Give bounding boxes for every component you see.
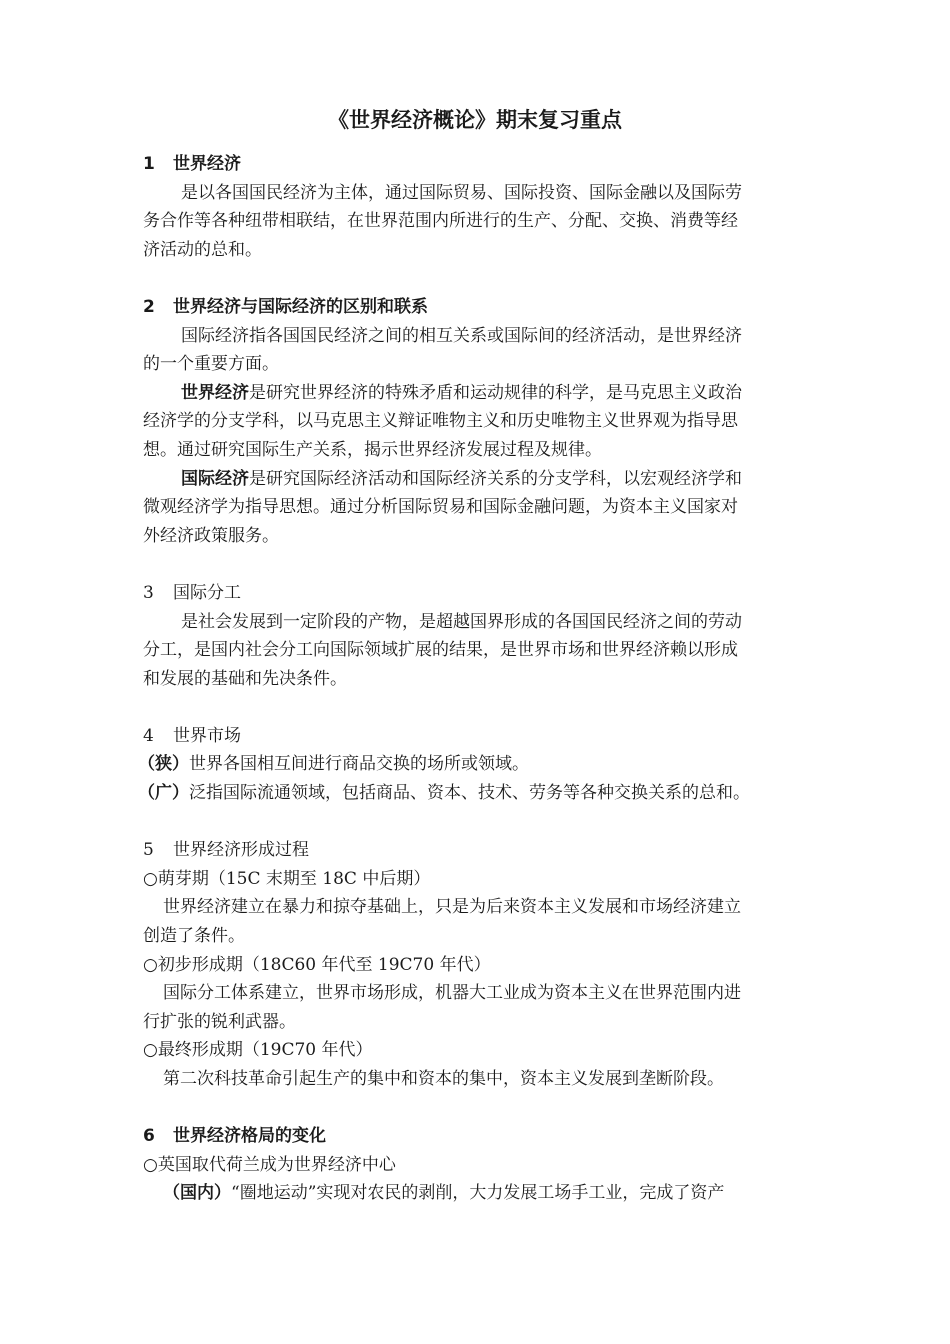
narrow-label: （狭） — [138, 754, 189, 775]
stage-item: ○最终形成期（19C70 年代） — [143, 1040, 373, 1061]
paragraph-line: 是社会发展到一定阶段的产物，是超越国界形成的各国国民经济之间的劳动 — [181, 611, 742, 632]
broad-label: （广） — [138, 783, 189, 804]
page-title: 《世界经济概论》期末复习重点 — [328, 108, 622, 132]
paragraph-line: 外经济政策服务。 — [143, 525, 279, 546]
paragraph-line: 经济学的分支学科，以马克思主义辩证唯物主义和历史唯物主义世界观为指导思 — [143, 411, 738, 432]
paragraph-line: 世界经济建立在暴力和掠夺基础上，只是为后来资本主义发展和市场经济建立 — [163, 897, 741, 918]
paragraph-line: 和发展的基础和先决条件。 — [143, 668, 347, 689]
section-2-heading: 2 世界经济与国际经济的区别和联系 — [143, 296, 428, 317]
section-1-heading: 1 世界经济 — [143, 154, 241, 174]
section-5-heading: 5 世界经济形成过程 — [143, 840, 309, 861]
paragraph-line: 国际经济指各国国民经济之间的相互关系或国际间的经济活动，是世界经济 — [181, 325, 742, 346]
stage-item: ○萌芽期（15C 末期至 18C 中后期） — [143, 868, 431, 889]
term-world-economy: 世界经济 — [181, 382, 249, 403]
section-3-heading: 3 国际分工 — [143, 582, 241, 603]
paragraph-line: 济活动的总和。 — [143, 239, 262, 260]
term-international-economy: 国际经济 — [181, 468, 249, 489]
stage-item: ○初步形成期（18C60 年代至 19C70 年代） — [143, 954, 491, 975]
paragraph-line: 务合作等各种纽带相联结，在世界范围内所进行的生产、分配、交换、消费等经 — [143, 211, 738, 232]
paragraph-line: 创造了条件。 — [143, 926, 245, 947]
paragraph-line: 的一个重要方面。 — [143, 354, 279, 375]
paragraph-line: （国内）“圈地运动”实现对农民的剥削，大力发展工场手工业，完成了资产 — [163, 1183, 725, 1204]
paragraph-line: 国际分工体系建立，世界市场形成，机器大工业成为资本主义在世界范围内进 — [163, 983, 741, 1004]
paragraph-line: （广）泛指国际流通领域，包括商品、资本、技术、劳务等各种交换关系的总和。 — [138, 783, 750, 804]
domestic-label: （国内） — [163, 1183, 231, 1204]
section-4-heading: 4 世界市场 — [143, 725, 241, 746]
paragraph-line: 国际经济是研究国际经济活动和国际经济关系的分支学科，以宏观经济学和 — [181, 468, 742, 489]
paragraph-line: 行扩张的锐利武器。 — [143, 1011, 296, 1032]
paragraph-line: 是以各国国民经济为主体，通过国际贸易、国际投资、国际金融以及国际劳 — [181, 182, 742, 203]
paragraph-line: 分工，是国内社会分工向国际领域扩展的结果，是世界市场和世界经济赖以形成 — [143, 640, 738, 661]
section-6-heading: 6 世界经济格局的变化 — [143, 1126, 326, 1147]
paragraph-line: 世界经济是研究世界经济的特殊矛盾和运动规律的科学，是马克思主义政治 — [181, 382, 742, 403]
document-body — [138, 150, 813, 1208]
paragraph-line: 想。通过研究国际生产关系，揭示世界经济发展过程及规律。 — [143, 439, 602, 460]
stage-item: ○英国取代荷兰成为世界经济中心 — [143, 1154, 396, 1175]
paragraph-line: （狭）世界各国相互间进行商品交换的场所或领域。 — [138, 754, 529, 775]
paragraph-line: 第二次科技革命引起生产的集中和资本的集中，资本主义发展到垄断阶段。 — [163, 1069, 724, 1089]
paragraph-line: 微观经济学为指导思想。通过分析国际贸易和国际金融问题，为资本主义国家对 — [143, 497, 738, 518]
